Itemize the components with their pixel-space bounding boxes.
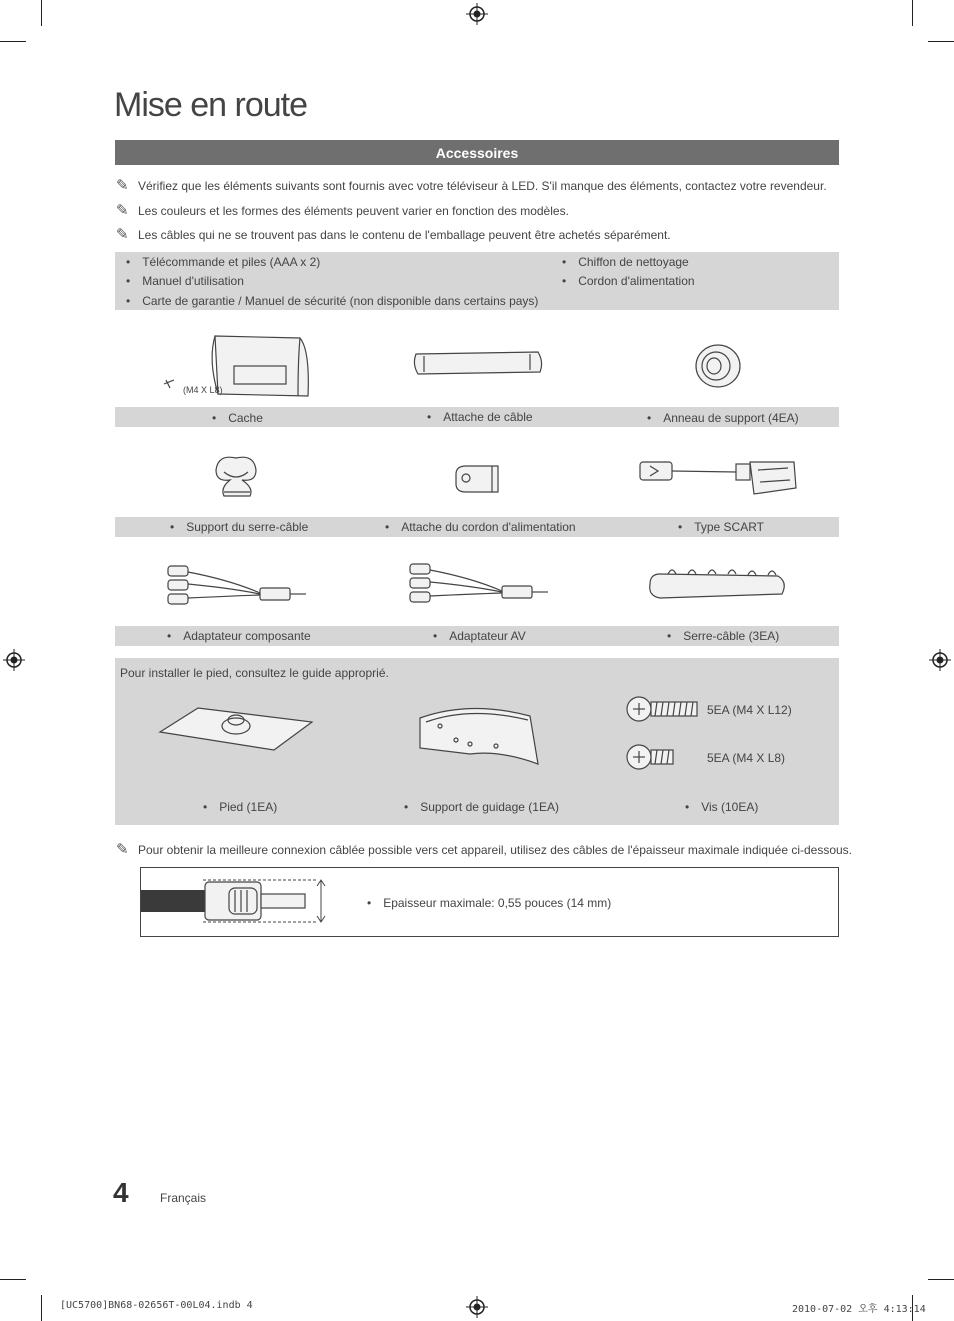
registration-mark-icon xyxy=(3,649,25,671)
stand-illustration xyxy=(156,702,316,754)
holder-ring-illustration xyxy=(692,342,744,390)
accessory-label: • Support de guidage (1EA) xyxy=(404,800,559,814)
note-text: Vérifiez que les éléments suivants sont fournis avec votre téléviseur à LED. S'il manque des éléments, contactez votre revendeur. xyxy=(138,179,827,193)
list-item: • Manuel d'utilisation xyxy=(126,274,244,288)
note-text: Les couleurs et les formes des éléments peuvent varier en fonction des modèles. xyxy=(138,204,569,218)
crop-mark xyxy=(912,0,913,26)
note-line xyxy=(116,840,852,858)
crop-mark xyxy=(41,1295,42,1321)
guide-stand-illustration xyxy=(410,700,544,770)
component-adapter-illustration xyxy=(160,560,310,608)
page-title: Mise en route xyxy=(114,86,307,124)
accessory-label: • Adaptateur composante xyxy=(167,629,311,643)
list-item: • Cordon d'alimentation xyxy=(562,274,695,288)
cable-thickness-illustration xyxy=(141,876,331,926)
crop-mark xyxy=(928,41,954,42)
crop-mark xyxy=(41,0,42,26)
accessory-label: • Serre-câble (3EA) xyxy=(667,629,780,643)
power-cord-holder-illustration xyxy=(452,462,504,496)
av-adapter-illustration xyxy=(402,558,552,606)
registration-mark-icon xyxy=(466,1296,488,1318)
registration-mark-icon xyxy=(466,3,488,25)
cover-screw-label: (M4 X L8) xyxy=(183,385,223,395)
pencil-note-icon: ✎ xyxy=(116,202,129,219)
registration-mark-icon xyxy=(929,649,951,671)
list-item: • Télécommande et piles (AAA x 2) xyxy=(126,255,321,269)
note-line xyxy=(116,176,827,194)
note-text: Pour obtenir la meilleure connexion câblée possible vers cet appareil, utilisez des câbles de l'épaisseur maximale indiquée ci-dessous. xyxy=(138,843,853,857)
pencil-note-icon: ✎ xyxy=(116,841,129,858)
note-line xyxy=(116,225,671,243)
cable-tie-illustration xyxy=(410,348,546,380)
screw-short-label: 5EA (M4 X L8) xyxy=(707,751,786,765)
cable-spec-text: • Epaisseur maximale: 0,55 pouces (14 mm) xyxy=(367,896,612,910)
accessory-label: • Vis (10EA) xyxy=(685,800,759,814)
section-header: Accessoires xyxy=(115,140,839,165)
list-item: • Carte de garantie / Manuel de sécurité (non disponible dans certains pays) xyxy=(126,294,539,308)
note-line xyxy=(116,201,569,219)
screw-long-icon xyxy=(625,690,701,728)
pencil-note-icon: ✎ xyxy=(116,226,129,243)
language-label: Français xyxy=(160,1191,207,1205)
screw-long-label: 5EA (M4 X L12) xyxy=(707,703,792,717)
screw-short-icon xyxy=(625,738,677,776)
accessory-label: • Adaptateur AV xyxy=(433,629,526,643)
accessory-label: • Attache de câble xyxy=(427,410,533,424)
accessory-label: • Attache du cordon d'alimentation xyxy=(385,520,576,534)
accessory-label: • Support du serre-câble xyxy=(170,520,309,534)
footer-file: [UC5700]BN68-02656T-00L04.indb 4 xyxy=(60,1300,253,1311)
page-number: 4 xyxy=(113,1177,129,1208)
crop-mark xyxy=(0,1279,26,1280)
footer-date: 2010-07-02 오후 4:13:14 xyxy=(792,1304,926,1315)
accessory-label: • Type SCART xyxy=(678,520,765,534)
accessory-label: • Pied (1EA) xyxy=(203,800,278,814)
crop-mark xyxy=(928,1279,954,1280)
cable-holder-illustration xyxy=(210,452,262,500)
pencil-note-icon: ✎ xyxy=(116,177,129,194)
list-item: • Chiffon de nettoyage xyxy=(562,255,689,269)
note-text: Les câbles qui ne se trouvent pas dans le contenu de l'emballage peuvent être achetés séparément. xyxy=(138,228,671,242)
stand-intro: Pour installer le pied, consultez le guide approprié. xyxy=(120,666,389,680)
scart-cable-illustration xyxy=(636,454,804,502)
accessory-label: • Anneau de support (4EA) xyxy=(647,411,799,425)
crop-mark xyxy=(0,41,26,42)
cable-clamp-illustration xyxy=(644,566,792,606)
accessory-label: • Cache xyxy=(212,411,263,425)
